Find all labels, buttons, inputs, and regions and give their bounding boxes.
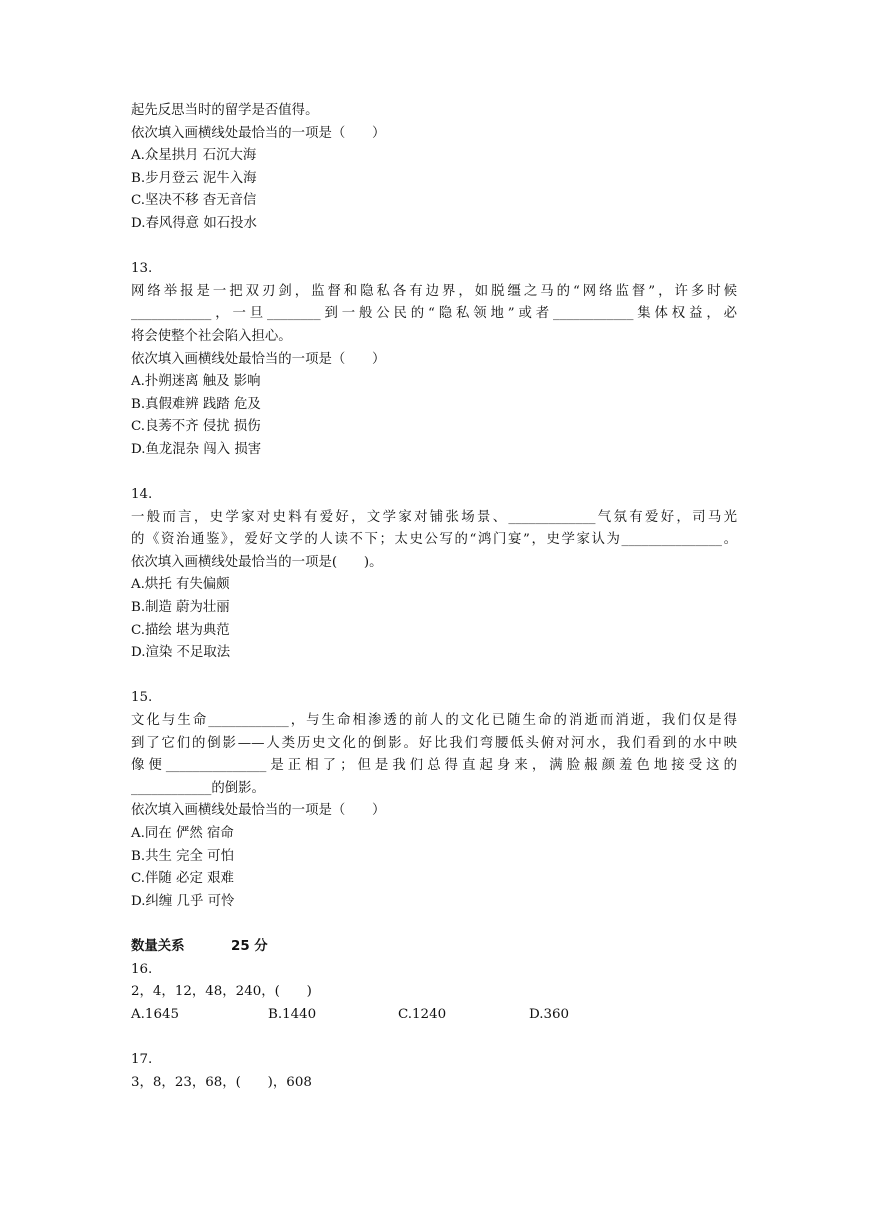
section-heading [131, 936, 737, 959]
q12-option-c: C.坚决不移 杳无音信 [131, 193, 257, 209]
q13-stem-line-1: 网络举报是一把双刃剑，监督和隐私各有边界，如脱缰之马的“网络监督”，许多时候 [131, 283, 737, 299]
q15-option-d: D.纠缠 几乎 可怜 [131, 893, 235, 909]
q13-option-a: A.扑朔迷离 触及 影响 [131, 374, 261, 390]
q17-stem: 3，8，23，68，( )，608 [131, 1074, 312, 1090]
q14-option-a: A.烘托 有失偏颇 [131, 577, 230, 593]
q15-stem-line-1: 文化与生命____________，与生命相渗透的前人的文化已随生命的消逝而消逝，我们仅是得 [131, 713, 737, 729]
q14-stem-line-1: 一般而言，史学家对史料有爱好，文学家对铺张场景、_____________气氛有爱好，司马光 [131, 509, 737, 525]
q15-stem-line-3: 像便_______________是正相了；但是我们总得直起身来，满脸赧颜羞色地接受这的 [131, 758, 737, 774]
q14-option-c: C.描绘 堪为典范 [131, 622, 230, 638]
q12-stem-tail: 起先反思当时的留学是否值得。 [131, 103, 319, 118]
q12-prompt: 依次填入画横线处最恰当的一项是（ ） [131, 125, 386, 141]
q12-option-b: B.步月登云 泥牛入海 [131, 170, 257, 186]
q15-stem-line-4: ____________的倒影。 [131, 780, 265, 796]
q16-option-b: B.1440 [268, 1006, 317, 1022]
q15-stem-line-2: 到了它们的倒影——人类历史文化的倒影。好比我们弯腰低头俯对河水，我们看到的水中映 [131, 735, 737, 751]
q15-prompt: 依次填入画横线处最恰当的一项是（ ） [131, 803, 386, 819]
q15-option-b: B.共生 完全 可怕 [131, 848, 234, 864]
q16-number: 16. [131, 961, 153, 977]
q13-prompt: 依次填入画横线处最恰当的一项是（ ） [131, 351, 386, 367]
q13-number: 13. [131, 261, 153, 277]
q14-option-b: B.制造 蔚为壮丽 [131, 600, 230, 616]
q13-stem-line-2: ____________，一旦________到一般公民的“隐私领地”或者____________集体权益，必 [131, 306, 737, 322]
q14-prompt: 依次填入画横线处最恰当的一项是( )。 [131, 554, 383, 570]
q12-option-a: A.众星拱月 石沉大海 [131, 148, 257, 164]
q16-option-a: A.1645 [131, 1006, 180, 1022]
q13-stem-line-3: 将会使整个社会陷入担心。 [131, 328, 292, 344]
q15-option-c: C.伴随 必定 艰难 [131, 871, 234, 887]
q16-stem: 2，4，12，48，240，( ) [131, 984, 312, 1000]
q13-option-c: C.良莠不齐 侵扰 损伤 [131, 419, 261, 435]
q16-options [131, 1004, 737, 1027]
q16-option-c: C.1240 [398, 1006, 447, 1022]
q17-number: 17. [131, 1051, 153, 1067]
q13-option-d: D.鱼龙混杂 闯入 损害 [131, 441, 262, 457]
q15-option-a: A.同在 俨然 宿命 [131, 826, 234, 841]
q15-number: 15. [131, 690, 153, 706]
section-title: 数量关系 [131, 938, 185, 954]
q14-number: 14. [131, 487, 153, 503]
q13-option-b: B.真假难辨 践踏 危及 [131, 396, 261, 412]
q12-option-d: D.春风得意 如石投水 [131, 215, 257, 231]
q14-option-d: D.渲染 不足取法 [131, 645, 231, 661]
q14-stem-line-2: 的《资治通鉴》，爱好文学的人读不下；太史公写的“鸿门宴”，史学家认为_______________。 [131, 532, 737, 548]
section-score: 25 分 [231, 938, 268, 954]
exam-page [131, 100, 737, 1094]
q16-option-d: D.360 [529, 1006, 570, 1022]
